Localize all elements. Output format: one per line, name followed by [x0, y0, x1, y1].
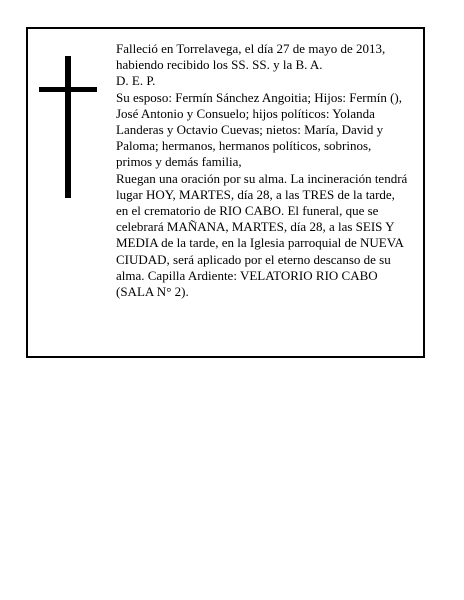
cross-horizontal-bar [39, 87, 97, 92]
notice-line-family-2: José Antonio y Consuelo; hijos políticos: Yolanda [116, 105, 375, 121]
cross-vertical-bar [65, 56, 71, 198]
notice-line-service-4: celebrará MAÑANA, MARTES, día 28, a las SEIS Y [116, 219, 395, 235]
notice-line-service-8: (SALA N° 2). [116, 284, 189, 300]
notice-line-service-3: en el crematorio de RIO CABO. El funeral, que se [116, 203, 379, 219]
notice-line-service-7: alma. Capilla Ardiente: VELATORIO RIO CABO [116, 267, 378, 283]
obituary-text [116, 41, 422, 300]
notice-line-family-5: primos y demás familia, [116, 154, 242, 170]
notice-line-service-6: CIUDAD, será aplicado por el eterno descanso de su [116, 251, 391, 267]
notice-line-service-2: lugar HOY, MARTES, día 28, a las TRES de la tarde, [116, 186, 395, 202]
notice-line-family-3: Landeras y Octavio Cuevas; nietos: María, David y [116, 122, 384, 138]
notice-line-family-1: Su esposo: Fermín Sánchez Angoitia; Hijos: Fermín (), [116, 89, 402, 105]
notice-line-death: Falleció en Torrelavega, el día 27 de mayo de 2013, [116, 41, 386, 56]
notice-line-sacraments: habiendo recibido los SS. SS. y la B. A. [116, 57, 323, 73]
notice-line-service-5: MEDIA de la tarde, en la Iglesia parroquial de NUEVA [116, 235, 404, 251]
notice-line-rip: D. E. P. [116, 73, 156, 89]
notice-line-family-4: Paloma; hermanos, hermanos políticos, sobrinos, [116, 138, 372, 154]
obituary-notice-frame [26, 27, 425, 358]
cross-icon [39, 56, 97, 198]
notice-line-service-1: Ruegan una oración por su alma. La incineración tendrá [116, 170, 408, 186]
